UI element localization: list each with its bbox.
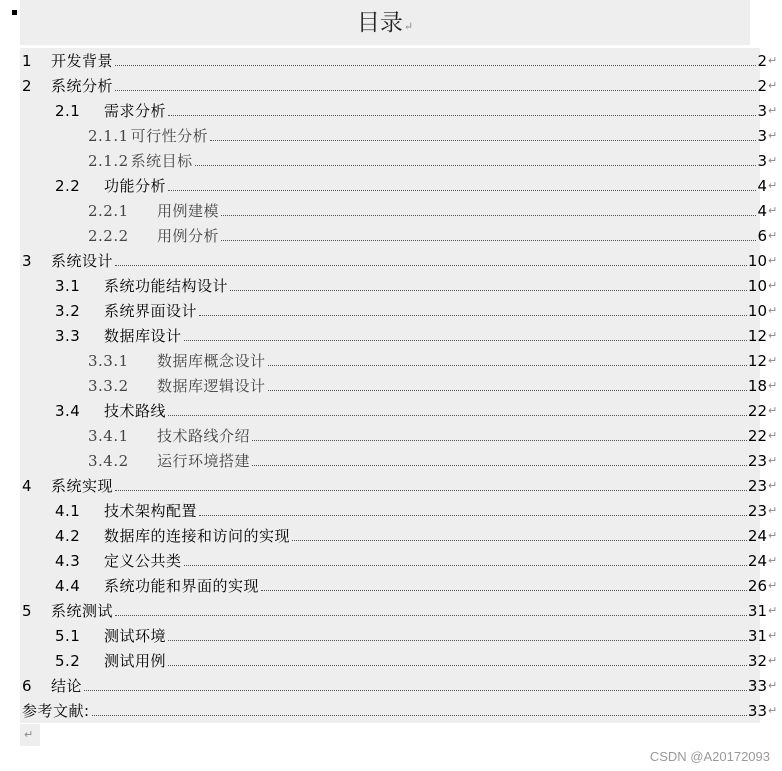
toc-entry-page-number: 6 <box>757 226 767 245</box>
toc-entry-title: 结论 <box>51 677 83 695</box>
toc-entry-page-number: 22 <box>747 426 767 445</box>
dot-leader <box>115 251 747 266</box>
toc-entry[interactable] <box>0 373 782 398</box>
toc-entry-number: 3.3 <box>55 326 81 345</box>
paragraph-mark-icon: ↵ <box>768 329 778 342</box>
paragraph-mark-icon: ↵ <box>768 129 778 142</box>
toc-entry[interactable] <box>0 573 782 598</box>
toc-entry-page-number: 12 <box>747 351 767 370</box>
toc-entry-number: 3.1 <box>55 276 81 295</box>
toc-entry[interactable] <box>0 648 782 673</box>
paragraph-mark-icon: ↵ <box>768 629 778 642</box>
toc-entry-number: 4.3 <box>55 551 81 570</box>
toc-entry[interactable] <box>0 548 782 573</box>
paragraph-mark-icon: ↵ <box>20 724 40 746</box>
toc-entry-page-number: 23 <box>747 476 767 495</box>
dot-leader <box>210 126 756 141</box>
toc-entry-number: 3.4 <box>55 401 81 420</box>
toc-entry-title: 系统实现 <box>51 477 114 495</box>
toc-entry-title: 数据库逻辑设计 <box>157 377 266 395</box>
toc-entry[interactable] <box>0 98 782 123</box>
toc-entry-page-number: 2 <box>757 51 767 70</box>
toc-entry-number: 4.1 <box>55 501 81 520</box>
dot-leader <box>199 301 747 316</box>
toc-entry-number: 3.3.1 <box>88 351 129 370</box>
paragraph-mark-icon: ↵ <box>768 204 778 217</box>
toc-entry-page-number: 23 <box>747 451 767 470</box>
toc-entry[interactable] <box>0 73 782 98</box>
toc-entry-title: 测试环境 <box>104 627 167 645</box>
toc-entry-title: 定义公共类 <box>104 552 182 570</box>
toc-entry-page-number: 22 <box>747 401 767 420</box>
toc-entry-title: 系统功能和界面的实现 <box>104 577 260 595</box>
toc-entry-title: 功能分析 <box>104 177 167 195</box>
paragraph-mark-icon: ↵ <box>768 579 778 592</box>
toc-entry-number: 3.3.2 <box>88 376 129 395</box>
toc-entry-title: 系统界面设计 <box>104 302 198 320</box>
toc-entry[interactable] <box>0 123 782 148</box>
toc-entry-title: 系统分析 <box>51 77 114 95</box>
toc-entry-title: 系统功能结构设计 <box>104 277 229 295</box>
paragraph-mark-icon: ↵ <box>768 704 778 717</box>
dot-leader <box>115 51 756 66</box>
toc-entry-title: 用例建模 <box>157 202 220 220</box>
toc-title-text: 目录 <box>356 10 403 36</box>
toc-entry-number: 4 <box>22 476 33 495</box>
toc-entry-page-number: 10 <box>747 301 767 320</box>
dot-leader <box>199 501 747 516</box>
toc-entry-number: 2.1.1 <box>88 126 129 145</box>
toc-entry-page-number: 4 <box>757 176 767 195</box>
toc-entry-page-number: 3 <box>757 126 767 145</box>
toc-entry[interactable] <box>0 198 782 223</box>
dot-leader <box>92 701 747 716</box>
dot-leader <box>221 201 756 216</box>
dot-leader <box>168 176 756 191</box>
dot-leader <box>115 476 747 491</box>
toc-entry-number: 2.2.1 <box>88 201 129 220</box>
toc-entry-title: 测试用例 <box>104 652 167 670</box>
toc-entry-page-number: 4 <box>757 201 767 220</box>
toc-entry-title: 技术架构配置 <box>104 502 198 520</box>
toc-entry[interactable] <box>0 473 782 498</box>
dot-leader <box>168 101 756 116</box>
toc-entry-title: 系统设计 <box>51 252 114 270</box>
paragraph-mark-icon: ↵ <box>768 154 778 167</box>
paragraph-mark-icon: ↵ <box>768 179 778 192</box>
dot-leader <box>268 376 747 391</box>
paragraph-mark-icon: ↵ <box>768 304 778 317</box>
dot-leader <box>268 351 747 366</box>
toc-title <box>20 7 750 43</box>
paragraph-mark-icon: ↵ <box>768 279 778 292</box>
paragraph-mark-icon: ↵ <box>768 479 778 492</box>
paragraph-mark-icon: ↵ <box>768 254 778 267</box>
toc-entry-number: 6 <box>22 676 33 695</box>
toc-entry-number: 5 <box>22 601 33 620</box>
toc-entry[interactable] <box>0 598 782 623</box>
paragraph-mark-icon: ↵ <box>768 654 778 667</box>
dot-leader <box>221 226 756 241</box>
toc-entry[interactable] <box>0 323 782 348</box>
toc-entry-number: 5.1 <box>55 626 81 645</box>
toc-entry-title: 运行环境搭建 <box>157 452 251 470</box>
toc-entry-title: 系统测试 <box>51 602 114 620</box>
dot-leader <box>261 576 747 591</box>
toc-entry[interactable] <box>0 298 782 323</box>
toc-entry-page-number: 12 <box>747 326 767 345</box>
toc-entry-page-number: 2 <box>757 76 767 95</box>
text-boundary-mark <box>12 10 17 15</box>
toc-entry-title: 数据库概念设计 <box>157 352 266 370</box>
toc-entry-number: 3.2 <box>55 301 81 320</box>
paragraph-mark-icon: ↵ <box>403 20 414 33</box>
paragraph-mark-icon: ↵ <box>768 54 778 67</box>
paragraph-mark-icon: ↵ <box>768 504 778 517</box>
toc-entry-page-number: 23 <box>747 501 767 520</box>
dot-leader <box>115 601 747 616</box>
dot-leader <box>84 676 747 691</box>
paragraph-mark-icon: ↵ <box>768 529 778 542</box>
toc-entry-number: 2.2.2 <box>88 226 129 245</box>
watermark: CSDN @A20172093 <box>649 749 770 764</box>
toc-entry-page-number: 10 <box>747 276 767 295</box>
toc-entry[interactable] <box>0 248 782 273</box>
toc-entry-title: 数据库设计 <box>104 327 182 345</box>
paragraph-mark-icon: ↵ <box>768 429 778 442</box>
toc-entry[interactable] <box>0 423 782 448</box>
toc-entry[interactable] <box>0 448 782 473</box>
toc-entry-number: 4.4 <box>55 576 81 595</box>
toc-entry-title: 可行性分析 <box>130 127 209 145</box>
toc-entry-title: 技术路线 <box>104 402 167 420</box>
toc-entry-page-number: 24 <box>747 526 767 545</box>
toc-entry-page-number: 32 <box>747 651 767 670</box>
toc-entry[interactable] <box>0 173 782 198</box>
toc-entry-number: 2.1.2 <box>88 151 129 170</box>
dot-leader <box>184 326 747 341</box>
paragraph-mark-icon: ↵ <box>768 604 778 617</box>
toc-entry-title: 开发背景 <box>51 52 114 70</box>
paragraph-mark-icon: ↵ <box>768 554 778 567</box>
toc-entry[interactable] <box>0 398 782 423</box>
toc-entry-page-number: 33 <box>747 701 767 720</box>
paragraph-mark-icon: ↵ <box>768 404 778 417</box>
toc-entry[interactable] <box>0 273 782 298</box>
toc-entry-page-number: 26 <box>747 576 767 595</box>
dot-leader <box>168 626 747 641</box>
toc-entry-title: 数据库的连接和访问的实现 <box>104 527 291 545</box>
toc-entry[interactable] <box>0 348 782 373</box>
toc-entry-number: 1 <box>22 51 33 70</box>
paragraph-mark-icon: ↵ <box>768 354 778 367</box>
paragraph-mark-icon: ↵ <box>768 229 778 242</box>
toc-entry-page-number: 33 <box>747 676 767 695</box>
paragraph-mark-icon: ↵ <box>768 679 778 692</box>
toc-entry[interactable] <box>0 48 782 73</box>
dot-leader <box>230 276 747 291</box>
toc-entry-page-number: 3 <box>757 101 767 120</box>
toc-entry-title: 需求分析 <box>104 102 167 120</box>
table-of-contents <box>0 48 782 723</box>
toc-entry-number: 3 <box>22 251 33 270</box>
paragraph-mark-icon: ↵ <box>768 454 778 467</box>
toc-entry-title: 参考文献: <box>22 702 90 720</box>
toc-entry[interactable] <box>0 223 782 248</box>
toc-entry[interactable] <box>0 698 782 723</box>
dot-leader <box>115 76 756 91</box>
paragraph-mark-icon: ↵ <box>768 79 778 92</box>
toc-entry[interactable] <box>0 673 782 698</box>
toc-entry-title: 用例分析 <box>157 227 220 245</box>
dot-leader <box>168 651 747 666</box>
toc-entry-page-number: 18 <box>747 376 767 395</box>
toc-entry[interactable] <box>0 148 782 173</box>
toc-entry-number: 2.1 <box>55 101 81 120</box>
toc-entry[interactable] <box>0 498 782 523</box>
toc-entry-page-number: 3 <box>757 151 767 170</box>
toc-entry-title: 技术路线介绍 <box>157 427 251 445</box>
dot-leader <box>252 451 747 466</box>
toc-entry-page-number: 31 <box>747 601 767 620</box>
toc-entry-number: 2 <box>22 76 33 95</box>
toc-entry[interactable] <box>0 623 782 648</box>
dot-leader <box>195 151 757 166</box>
toc-entry-title: 系统目标 <box>130 152 193 170</box>
dot-leader <box>184 551 747 566</box>
toc-entry-page-number: 10 <box>747 251 767 270</box>
dot-leader <box>292 526 747 541</box>
paragraph-mark-icon: ↵ <box>768 104 778 117</box>
toc-entry-number: 5.2 <box>55 651 81 670</box>
dot-leader <box>168 401 747 416</box>
dot-leader <box>252 426 747 441</box>
paragraph-mark-icon: ↵ <box>768 379 778 392</box>
toc-entry-number: 3.4.1 <box>88 426 129 445</box>
toc-entry-number: 2.2 <box>55 176 81 195</box>
toc-entry-number: 4.2 <box>55 526 81 545</box>
toc-entry-number: 3.4.2 <box>88 451 129 470</box>
toc-entry[interactable] <box>0 523 782 548</box>
toc-entry-page-number: 24 <box>747 551 767 570</box>
toc-entry-page-number: 31 <box>747 626 767 645</box>
